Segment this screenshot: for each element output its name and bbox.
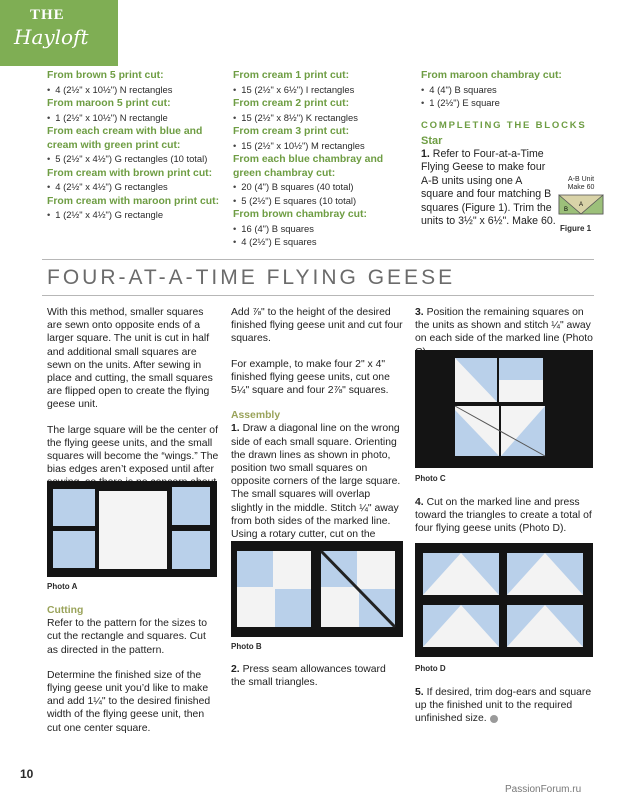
cut-heading: From brown chambray cut: (233, 209, 367, 220)
photo-caption: Photo D (415, 664, 446, 673)
cut-item: • 1 (2½" x 10½") N rectangle (47, 111, 168, 123)
subheading: Cutting (47, 605, 84, 616)
figure-caption: Make 60 (567, 184, 595, 191)
cutting-list-col1 (47, 68, 227, 223)
figure-label: Figure 1 (560, 224, 592, 233)
step-1: 1. Draw a diagonal line on the wrong side of each small square. Orienting the drawn lines as shown in photo, position two small squares on opposite corners of the large square. The small squares will overlap slightly in the middle. Stitch ¼" away from both sides of the marked line. Using a rotary cutter, cut on the (231, 423, 401, 541)
step-5: 5. If desired, trim dog-ears and square up the finished unit to the required unfinished size. (415, 687, 592, 725)
cut-item: • 15 (2½" x 6½") I rectangles (233, 83, 355, 95)
cut-item: • 20 (4") B squares (40 total) (233, 181, 354, 192)
photo-c (415, 350, 593, 468)
hayloft-logo (0, 0, 118, 66)
photo-caption: Photo B (231, 642, 262, 651)
cut-heading: From cream 3 print cut: (233, 126, 350, 137)
paragraph: The large square will be the center of the flying geese units, and the small squares will become the “wings.” The bias edges aren’t exposed until after (47, 424, 219, 476)
subheading: Assembly (231, 410, 281, 422)
logo-the: THE (30, 7, 65, 23)
cut-heading: From cream 2 print cut: (233, 98, 350, 109)
cut-item: • 15 (2½" x 8½") K rectangles (233, 111, 358, 123)
photo-caption: Photo A (47, 582, 78, 591)
section-title: FOUR-AT-A-TIME FLYING GEESE (47, 266, 456, 289)
cut-item: • 4 (2½") E squares (233, 236, 317, 247)
divider (42, 295, 594, 296)
cut-heading: From each blue chambray and green chambray cut: (233, 154, 384, 179)
cut-heading: From cream with maroon print cut: (47, 195, 220, 207)
cut-item: • 4 (2½" x 10½") N rectangles (47, 83, 173, 95)
section-heading: COMPLETING THE BLOCKS (421, 119, 587, 131)
body-col-left-lower (47, 604, 219, 747)
cut-heading: From cream with brown print cut: (47, 167, 213, 179)
figure-caption: A-B Unit (567, 176, 595, 183)
cut-heading: From cream 1 print cut: (233, 70, 350, 81)
block-name: Star (421, 135, 443, 147)
cut-item: • 5 (2½" x 4½") G rectangles (10 total) (47, 153, 208, 164)
divider (42, 259, 594, 260)
body-col-middle (231, 306, 403, 580)
figure-1 (558, 176, 604, 221)
body-col-middle-lower (231, 663, 403, 701)
paragraph: For example, to make four 2" x 4" finished flying geese units, cut one 5¼" square and four 2⅞" squares. (231, 358, 390, 397)
step-3: 3. Position the remaining squares on the units as shown and stitch ¼" away on each side of the marked line (Photo (415, 307, 593, 345)
label-a: A (579, 202, 584, 208)
cut-item: • 16 (4") B squares (233, 222, 314, 234)
small-square (172, 487, 210, 525)
paragraph: With this method, smaller squares are sewn onto opposite ends of a larger square. The unit is cut in half and additional small squares are sewn on the units. After sewing in place and cutting, the small squares are flipped open to create the flying geese unit. (47, 307, 213, 411)
cut-heading: From brown 5 print cut: (47, 70, 164, 81)
label-b: B (564, 207, 569, 213)
cut-item: • 5 (2½") E squares (10 total) (233, 194, 357, 206)
photo-c-image (415, 350, 593, 468)
cutting-list-col2 (233, 68, 408, 250)
step-1: 1. Refer to Four-at-a-Time Flying Geese to make four A-B units using one A square and four matching B squares (Figure 1). Trim the units to 3½" x 6½". Make 60. (421, 147, 556, 227)
photo-caption: Photo C (415, 474, 446, 483)
small-square (172, 531, 210, 569)
cut-item: • 1 (2½") E square (421, 97, 500, 108)
photo-b (231, 541, 403, 637)
body-col-right-mid (415, 496, 593, 548)
page-number: 10 (20, 767, 34, 781)
ab-unit-diagram (558, 192, 604, 216)
cut-item: • 1 (2½" x 4½") G rectangle (47, 209, 164, 220)
cut-heading: From maroon chambray cut: (421, 70, 562, 81)
step-2: 2. Press seam allowances toward the small triangles. (231, 664, 386, 689)
large-square (99, 491, 167, 569)
photo-d-image (415, 543, 593, 657)
paragraph: Refer to the pattern for the sizes to cut the rectangle and squares. Cut as directed in the pattern. (47, 618, 207, 656)
photo-d (415, 543, 593, 657)
photo-a (47, 481, 217, 577)
cut-heading: From each cream with blue and cream with green print cut: (47, 126, 203, 151)
photo-b-image (231, 541, 403, 637)
cut-item: • 4 (4") B squares (421, 83, 497, 95)
body-col-right-lower (415, 686, 593, 738)
small-square (53, 489, 95, 526)
paragraph: Determine the finished size of the flying geese unit you’d like to make and add 1¼" to the desired finished width of the flying geese unit, then cut one center square. (47, 669, 211, 734)
step-4: 4. Cut on the marked line and press toward the triangles to create a total of four flying geese units (Photo D). (415, 497, 592, 535)
paragraph: Add ⅞" to the height of the desired finished flying geese unit and cut four squares. (231, 307, 403, 345)
cut-heading: From maroon 5 print cut: (47, 98, 171, 109)
cut-item: • 15 (2½" x 10½") M rectangles (233, 139, 365, 151)
cut-item: • 4 (2½" x 4½") G rectangles (47, 181, 168, 192)
end-mark-icon (490, 715, 498, 723)
small-square (53, 531, 95, 568)
logo-hayloft: Hayloft (14, 25, 89, 49)
watermark: PassionForum.ru (505, 784, 582, 795)
